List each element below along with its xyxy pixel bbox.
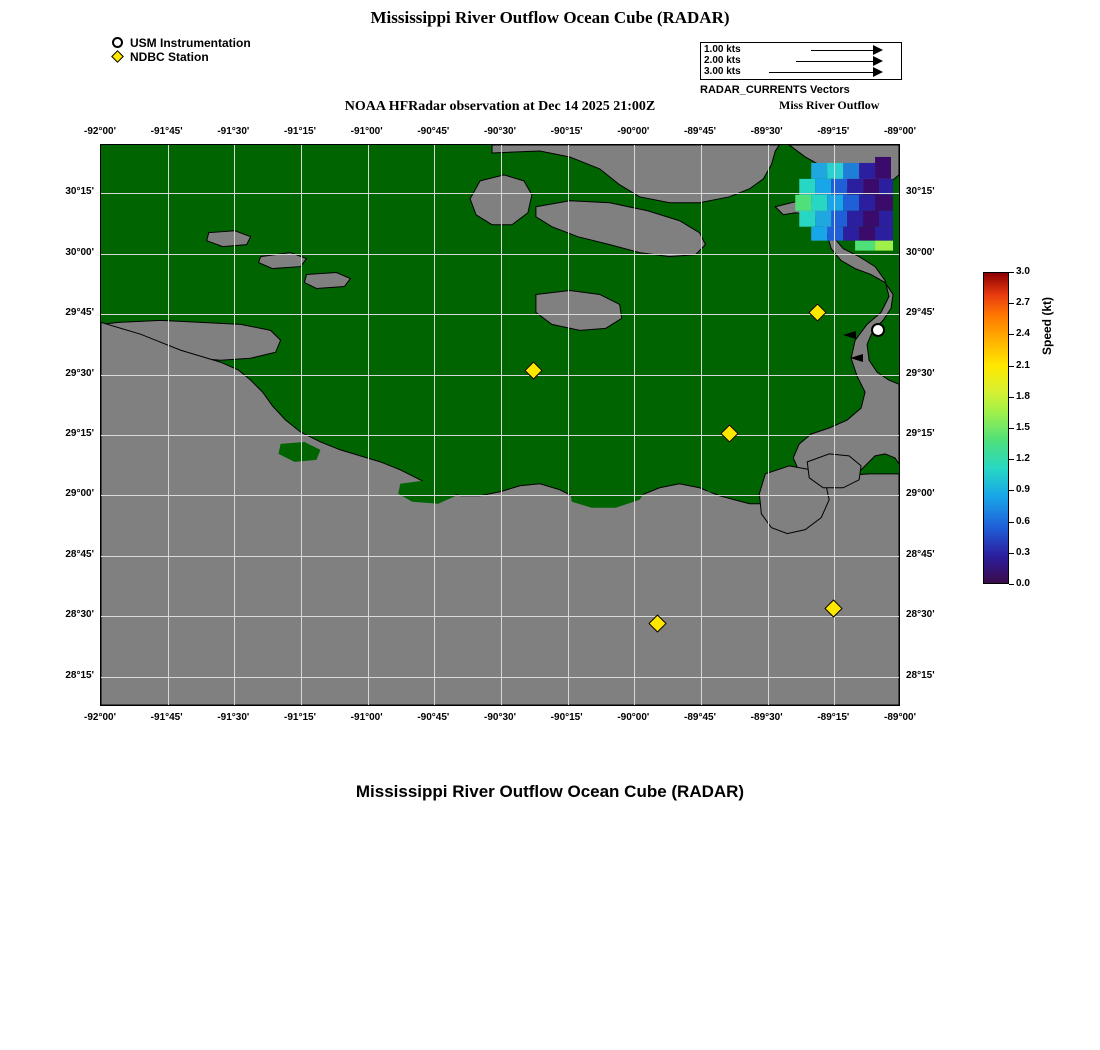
map-subtitle: NOAA HFRadar observation at Dec 14 2025 21:00Z — [344, 99, 656, 114]
colorbar-tick-label: 1.8 — [1016, 390, 1030, 402]
bottom-caption: Mississippi River Outflow Ocean Cube (RADAR) — [355, 782, 745, 801]
vector-key-label-1: 1.00 kts — [704, 44, 741, 55]
gridline-horizontal — [101, 495, 899, 496]
gridline-horizontal — [101, 314, 899, 315]
y-tick-label-right: 29°00' — [906, 488, 935, 500]
colorbar-tick-mark — [1009, 334, 1014, 335]
overlay-name-label: Miss River Outflow — [779, 98, 880, 112]
y-tick-label-right: 29°15' — [906, 428, 935, 440]
gridline-vertical — [168, 145, 169, 705]
colorbar-tick-mark — [1009, 428, 1014, 429]
colorbar-title: Speed (kt) — [1040, 296, 1054, 355]
y-tick-label-left: 29°15' — [65, 428, 94, 440]
colorbar-tick-label: 2.7 — [1016, 297, 1030, 309]
gridline-horizontal — [101, 677, 899, 678]
colorbar-tick-label: 2.4 — [1016, 328, 1030, 340]
x-tick-label-bottom: -89°15' — [817, 712, 850, 723]
y-tick-label-left: 28°45' — [65, 548, 94, 560]
x-tick-label-bottom: -91°00' — [350, 712, 383, 723]
y-tick-label-left: 29°00' — [65, 488, 94, 500]
colorbar-tick-label: 0.9 — [1016, 484, 1030, 496]
gridline-vertical — [234, 145, 235, 705]
vector-key-label-3: 3.00 kts — [704, 66, 741, 77]
y-tick-label-left: 30°00' — [65, 246, 94, 258]
gridline-horizontal — [101, 375, 899, 376]
gridline-horizontal — [101, 435, 899, 436]
map-legend — [110, 36, 251, 64]
colorbar-tick-label: 3.0 — [1016, 266, 1030, 277]
x-tick-label-bottom: -90°15' — [550, 712, 583, 723]
colorbar-tick-label: 2.1 — [1016, 359, 1030, 371]
colorbar-tick-label: 0.0 — [1016, 578, 1030, 589]
y-tick-label-right: 28°15' — [906, 669, 935, 681]
gridline-vertical — [634, 145, 635, 705]
x-tick-label-top: -90°15' — [550, 126, 583, 137]
legend-item-ndbc — [110, 50, 251, 64]
vector-key-label-2: 2.00 kts — [704, 55, 741, 66]
colorbar-tick-label: 0.6 — [1016, 515, 1030, 527]
gridline-vertical — [368, 145, 369, 705]
arrow-head-icon — [873, 56, 883, 66]
gridline-vertical — [301, 145, 302, 705]
x-tick-label-bottom: -91°15' — [284, 712, 316, 723]
current-vector-arrow-icon — [843, 331, 856, 339]
legend-label-usm: USM Instrumentation — [130, 36, 251, 50]
x-tick-label-top: -89°15' — [817, 126, 850, 137]
colorbar-tick-mark — [1009, 522, 1014, 523]
x-tick-label-bottom: -90°45' — [417, 712, 450, 723]
arrow-head-icon — [873, 45, 883, 55]
circle-outline-icon — [110, 36, 128, 50]
yellow-diamond-icon — [110, 50, 128, 64]
gridline-horizontal — [101, 193, 899, 194]
y-tick-label-right: 29°45' — [906, 307, 935, 319]
legend-item-usm — [110, 36, 251, 50]
y-tick-label-left: 30°15' — [65, 186, 94, 198]
x-tick-label-bottom: -92°00' — [84, 712, 116, 723]
legend-label-ndbc: NDBC Station — [130, 50, 209, 64]
x-tick-label-bottom: -89°30' — [750, 712, 783, 723]
gridline-vertical — [701, 145, 702, 705]
colorbar-tick-label: 1.5 — [1016, 422, 1030, 433]
y-tick-label-right: 28°45' — [906, 548, 935, 560]
speed-colorbar — [983, 272, 1009, 584]
y-tick-label-left: 28°15' — [65, 669, 94, 681]
y-tick-label-left: 29°45' — [65, 307, 94, 319]
gridline-vertical — [434, 145, 435, 705]
colorbar-tick-mark — [1009, 272, 1014, 273]
colorbar-gradient — [984, 273, 1008, 583]
current-vector-arrow-icon — [850, 354, 863, 362]
colorbar-tick-label: 1.2 — [1016, 453, 1030, 465]
x-tick-label-bottom: -89°45' — [684, 712, 716, 723]
colorbar-tick-mark — [1009, 459, 1014, 460]
usm-instrument-marker[interactable] — [871, 323, 885, 337]
colorbar-tick-mark — [1009, 303, 1014, 304]
map-canvas[interactable] — [100, 144, 900, 706]
y-tick-label-left: 28°30' — [65, 609, 94, 621]
colorbar-tick-mark — [1009, 397, 1014, 398]
x-tick-label-top: -89°00' — [884, 126, 916, 137]
x-tick-label-top: -91°30' — [217, 126, 250, 137]
colorbar-tick-mark — [1009, 584, 1014, 585]
x-tick-label-top: -90°30' — [484, 126, 516, 137]
colorbar-tick-label: 0.3 — [1016, 546, 1030, 558]
y-tick-label-right: 29°30' — [906, 367, 935, 379]
y-tick-label-left: 29°30' — [65, 367, 94, 379]
x-tick-label-top: -91°15' — [284, 126, 316, 137]
x-tick-label-top: -91°45' — [150, 126, 183, 137]
colorbar-tick-mark — [1009, 553, 1014, 554]
gridline-horizontal — [101, 616, 899, 617]
gridline-vertical — [501, 145, 502, 705]
colorbar-tick-mark — [1009, 490, 1014, 491]
gridline-vertical — [834, 145, 835, 705]
gridline-vertical — [768, 145, 769, 705]
arrow-head-icon — [873, 67, 883, 77]
vector-scale-key — [700, 42, 902, 80]
x-tick-label-top: -90°45' — [417, 126, 450, 137]
x-tick-label-top: -89°45' — [684, 126, 716, 137]
vector-key-row-3 — [701, 66, 901, 78]
vector-key-caption: RADAR_CURRENTS Vectors — [700, 84, 850, 96]
y-tick-label-right: 30°00' — [906, 246, 935, 258]
x-tick-label-top: -89°30' — [750, 126, 783, 137]
colorbar-tick-mark — [1009, 366, 1014, 367]
page-title: Mississippi River Outflow Ocean Cube (RADAR) — [370, 8, 730, 27]
y-tick-label-right: 30°15' — [906, 186, 935, 198]
gridline-horizontal — [101, 254, 899, 255]
x-tick-label-bottom: -89°00' — [884, 712, 916, 723]
x-tick-label-bottom: -91°45' — [150, 712, 183, 723]
x-tick-label-bottom: -90°30' — [484, 712, 516, 723]
x-tick-label-top: -90°00' — [617, 126, 650, 137]
y-tick-label-right: 28°30' — [906, 609, 935, 621]
map-geography-layer — [101, 145, 899, 705]
x-tick-label-top: -92°00' — [84, 126, 116, 137]
x-tick-label-top: -91°00' — [350, 126, 383, 137]
gridline-vertical — [568, 145, 569, 705]
x-tick-label-bottom: -90°00' — [617, 712, 650, 723]
gridline-horizontal — [101, 556, 899, 557]
x-tick-label-bottom: -91°30' — [217, 712, 250, 723]
